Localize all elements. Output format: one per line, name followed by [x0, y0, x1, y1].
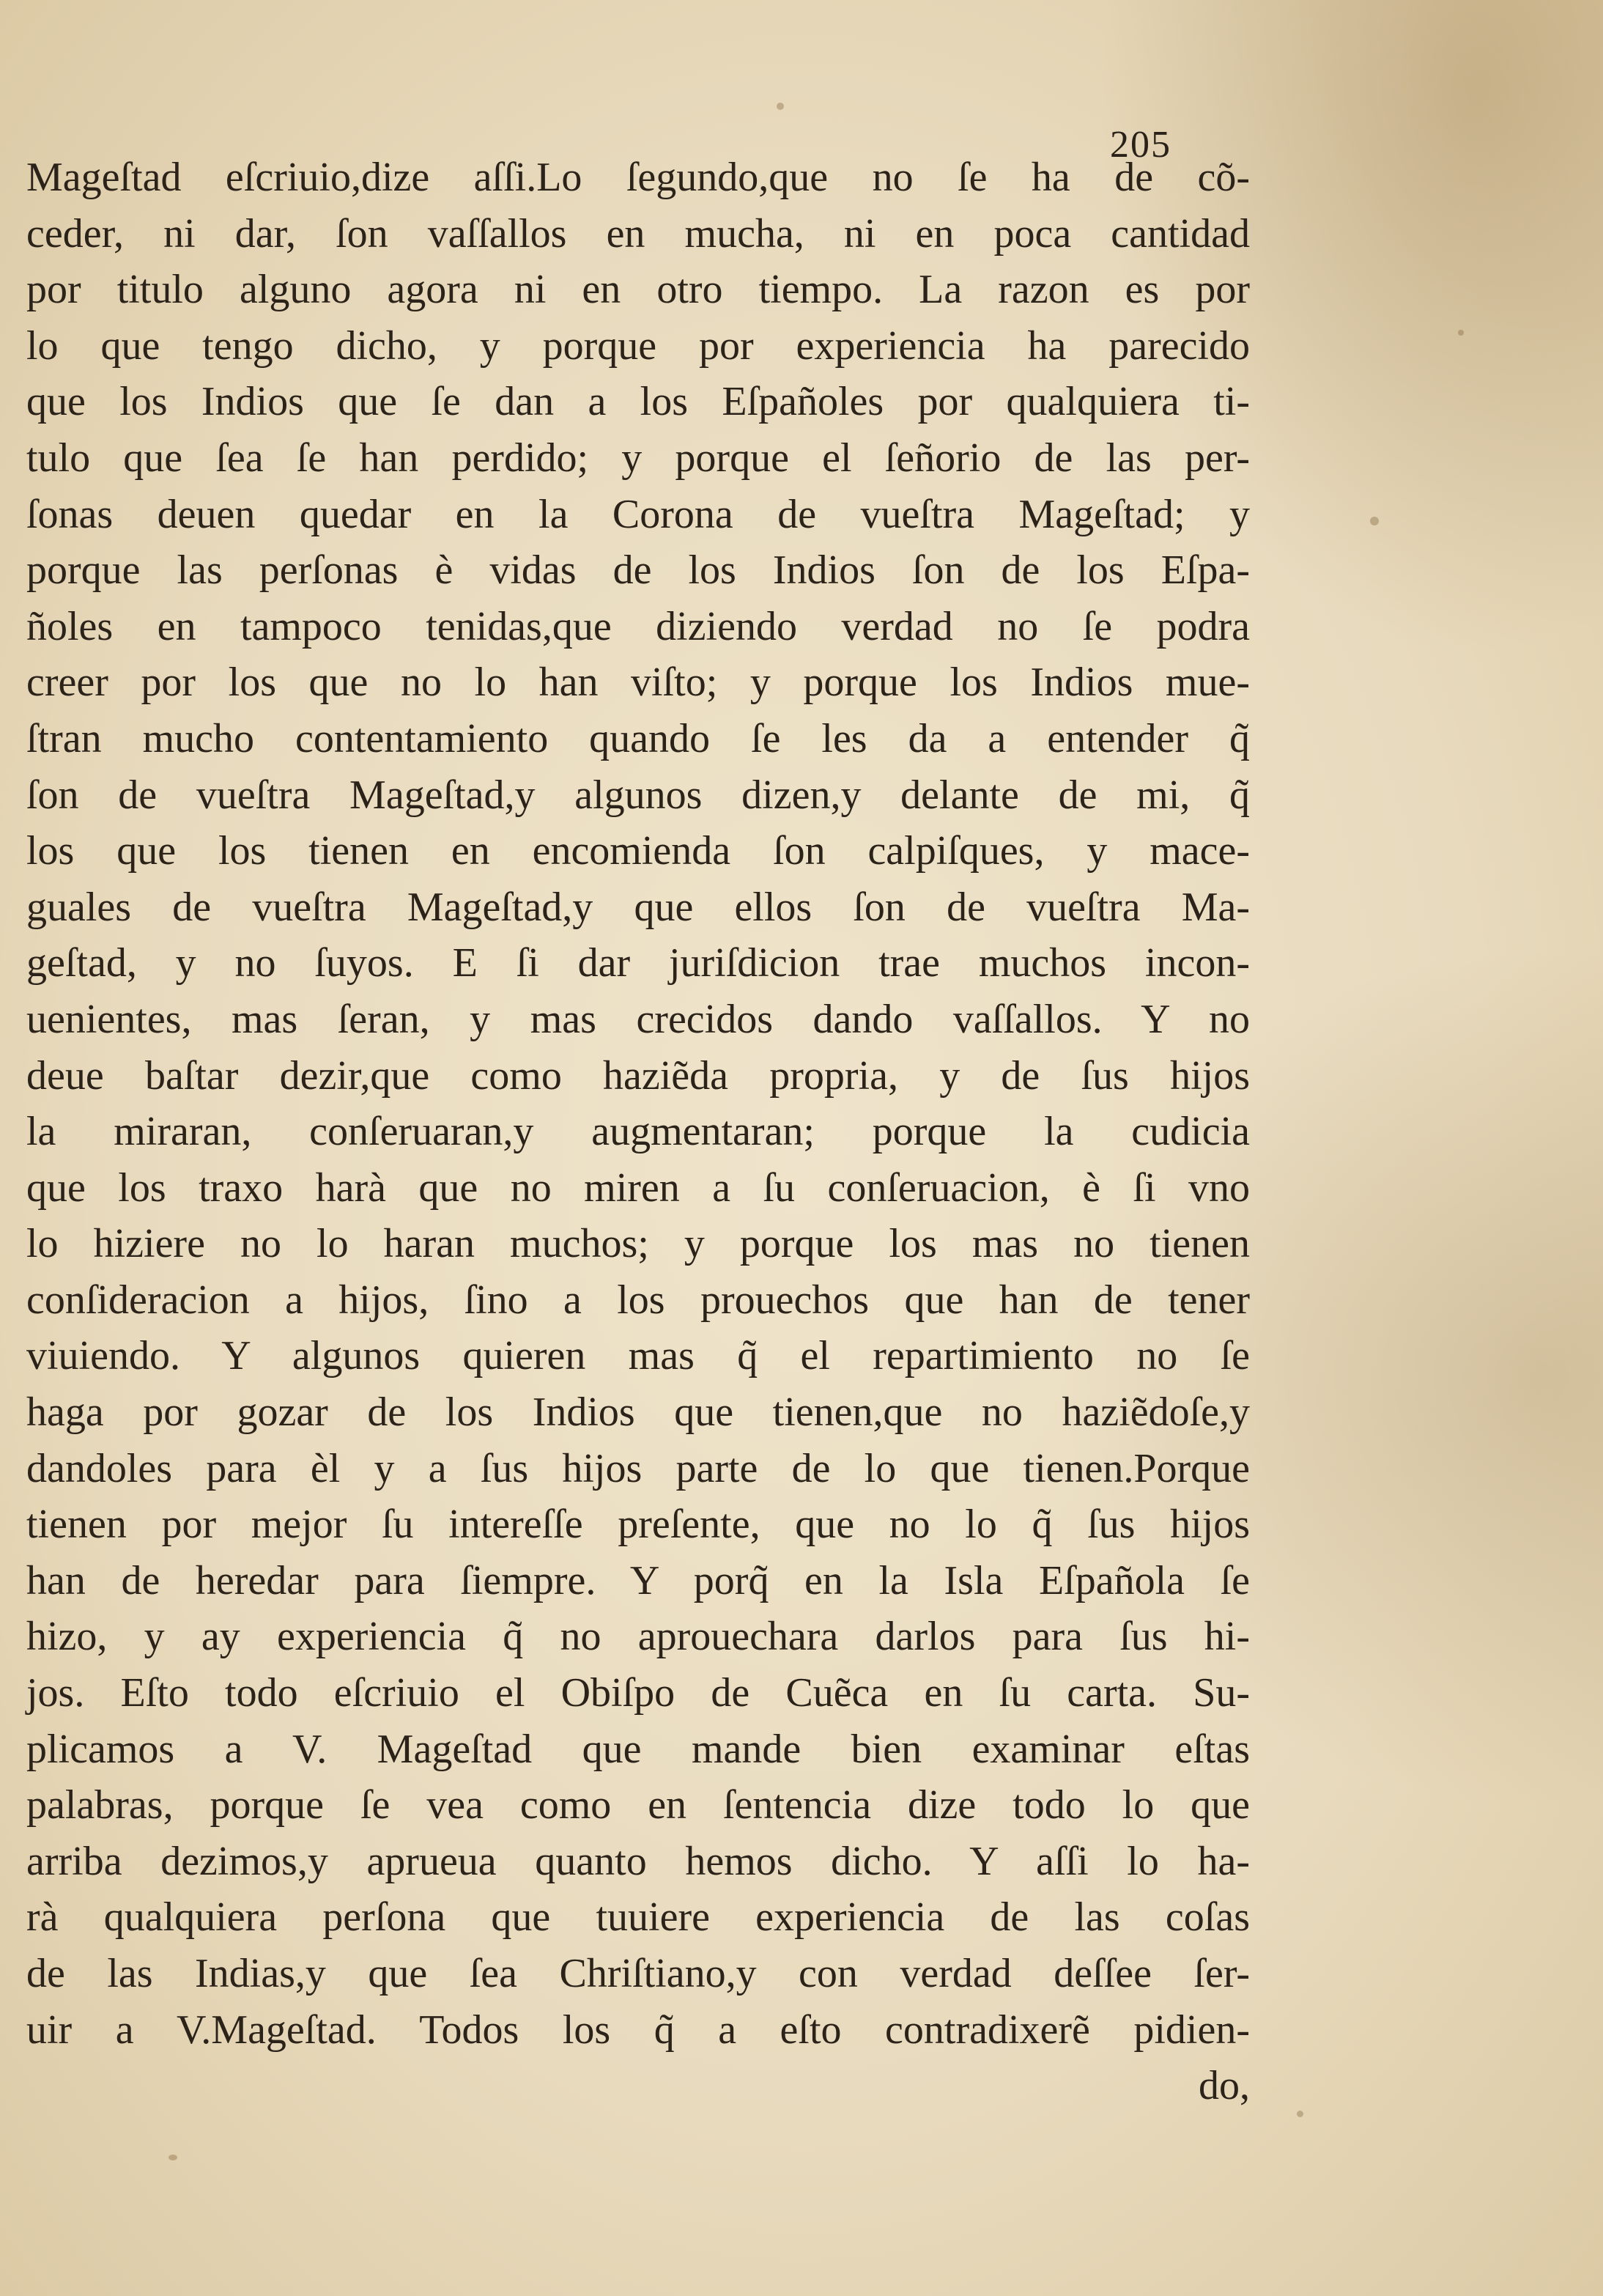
page-number: 205 — [1110, 124, 1171, 166]
text-line: ſtran mucho contentamiento quando ſe les da a entender q̃ — [26, 715, 1250, 761]
text-line: los que los tienen en encomienda ſon calpiſques, y mace- — [26, 828, 1250, 874]
foxing-spot — [1370, 517, 1379, 525]
text-line: lo que tengo dicho, y porque por experiencia ha parecido — [26, 322, 1250, 369]
text-line: arriba dezimos,y aprueua quanto hemos dicho. Y aſſi lo ha- — [26, 1838, 1250, 1884]
text-line: la miraran, conſeruaran,y augmentaran; porque la cudicia — [26, 1109, 1250, 1155]
text-line: geſtad, y no ſuyos. E ſi dar juriſdicion trae muchos incon- — [26, 940, 1250, 986]
foxing-spot — [777, 103, 784, 110]
text-line: uir a V.Mageſtad. Todos los q̃ a eſto contradixerẽ pidien- — [26, 2007, 1250, 2053]
text-line: que los Indios que ſe dan a los Eſpañoles por qualquiera ti- — [26, 379, 1250, 425]
body-text — [26, 150, 1250, 2114]
catchword: do, — [1199, 2063, 1250, 2109]
text-line: deue baſtar dezir,que como haziẽda propria, y de ſus hijos — [26, 1052, 1250, 1099]
text-line: ñoles en tampoco tenidas,que diziendo verdad no ſe podra — [26, 603, 1250, 649]
text-line: palabras, porque ſe vea como en ſentencia dize todo lo que — [26, 1782, 1250, 1828]
text-line: tulo que ſea ſe han perdido; y porque el ſeñorio de las per- — [26, 435, 1250, 481]
text-line: creer por los que no lo han viſto; y porque los Indios mue- — [26, 660, 1250, 706]
text-line: por titulo alguno agora ni en otro tiempo. La razon es por — [26, 267, 1250, 313]
text-line: que los traxo harà que no miren a ſu conſeruacion, è ſi vno — [26, 1164, 1250, 1211]
text-line: han de heredar para ſiempre. Y porq̃ en la Isla Eſpañola ſe — [26, 1557, 1250, 1603]
text-line: haga por gozar de los Indios que tienen,que no haziẽdoſe,y — [26, 1389, 1250, 1436]
text-line: lo hiziere no lo haran muchos; y porque los mas no tienen — [26, 1221, 1250, 1267]
foxing-spot — [1297, 2111, 1303, 2117]
text-line: conſideracion a hijos, ſino a los prouechos que han de tener — [26, 1277, 1250, 1323]
foxing-spot — [1458, 330, 1464, 336]
text-line: rà qualquiera perſona que tuuiere experiencia de las coſas — [26, 1894, 1250, 1941]
text-line: jos. Eſto todo eſcriuio el Obiſpo de Cuẽca en ſu carta. Su- — [26, 1670, 1250, 1716]
text-line: viuiendo. Y algunos quieren mas q̃ el repartimiento no ſe — [26, 1333, 1250, 1379]
text-line: ſon de vueſtra Mageſtad,y algunos dizen,y delante de mi, q̃ — [26, 772, 1250, 818]
text-line: plicamos a V. Mageſtad que mande bien examinar eſtas — [26, 1726, 1250, 1772]
text-line: guales de vueſtra Mageſtad,y que ellos ſon de vueſtra Ma- — [26, 884, 1250, 930]
text-line: ceder, ni dar, ſon vaſſallos en mucha, ni en poca cantidad — [26, 210, 1250, 256]
text-line: porque las perſonas è vidas de los Indios ſon de los Eſpa- — [26, 547, 1250, 594]
text-line: tienen por mejor ſu intereſſe preſente, que no lo q̃ ſus hijos — [26, 1502, 1250, 1548]
text-line: Mageſtad eſcriuio,dize aſſi.Lo ſegundo,que no ſe ha de cõ- — [26, 155, 1250, 200]
foxing-spot — [169, 2155, 177, 2160]
text-line: uenientes, mas ſeran, y mas crecidos dando vaſſallos. Y no — [26, 996, 1250, 1042]
text-line: dandoles para èl y a ſus hijos parte de lo que tienen.Porque — [26, 1445, 1250, 1491]
text-line: ſonas deuen quedar en la Corona de vueſtra Mageſtad; y — [26, 491, 1250, 537]
text-line: hizo, y ay experiencia q̃ no aprouechara darlos para ſus hi- — [26, 1614, 1250, 1660]
text-line: de las Indias,y que ſea Chriſtiano,y con verdad deſſee ſer- — [26, 1951, 1250, 1996]
